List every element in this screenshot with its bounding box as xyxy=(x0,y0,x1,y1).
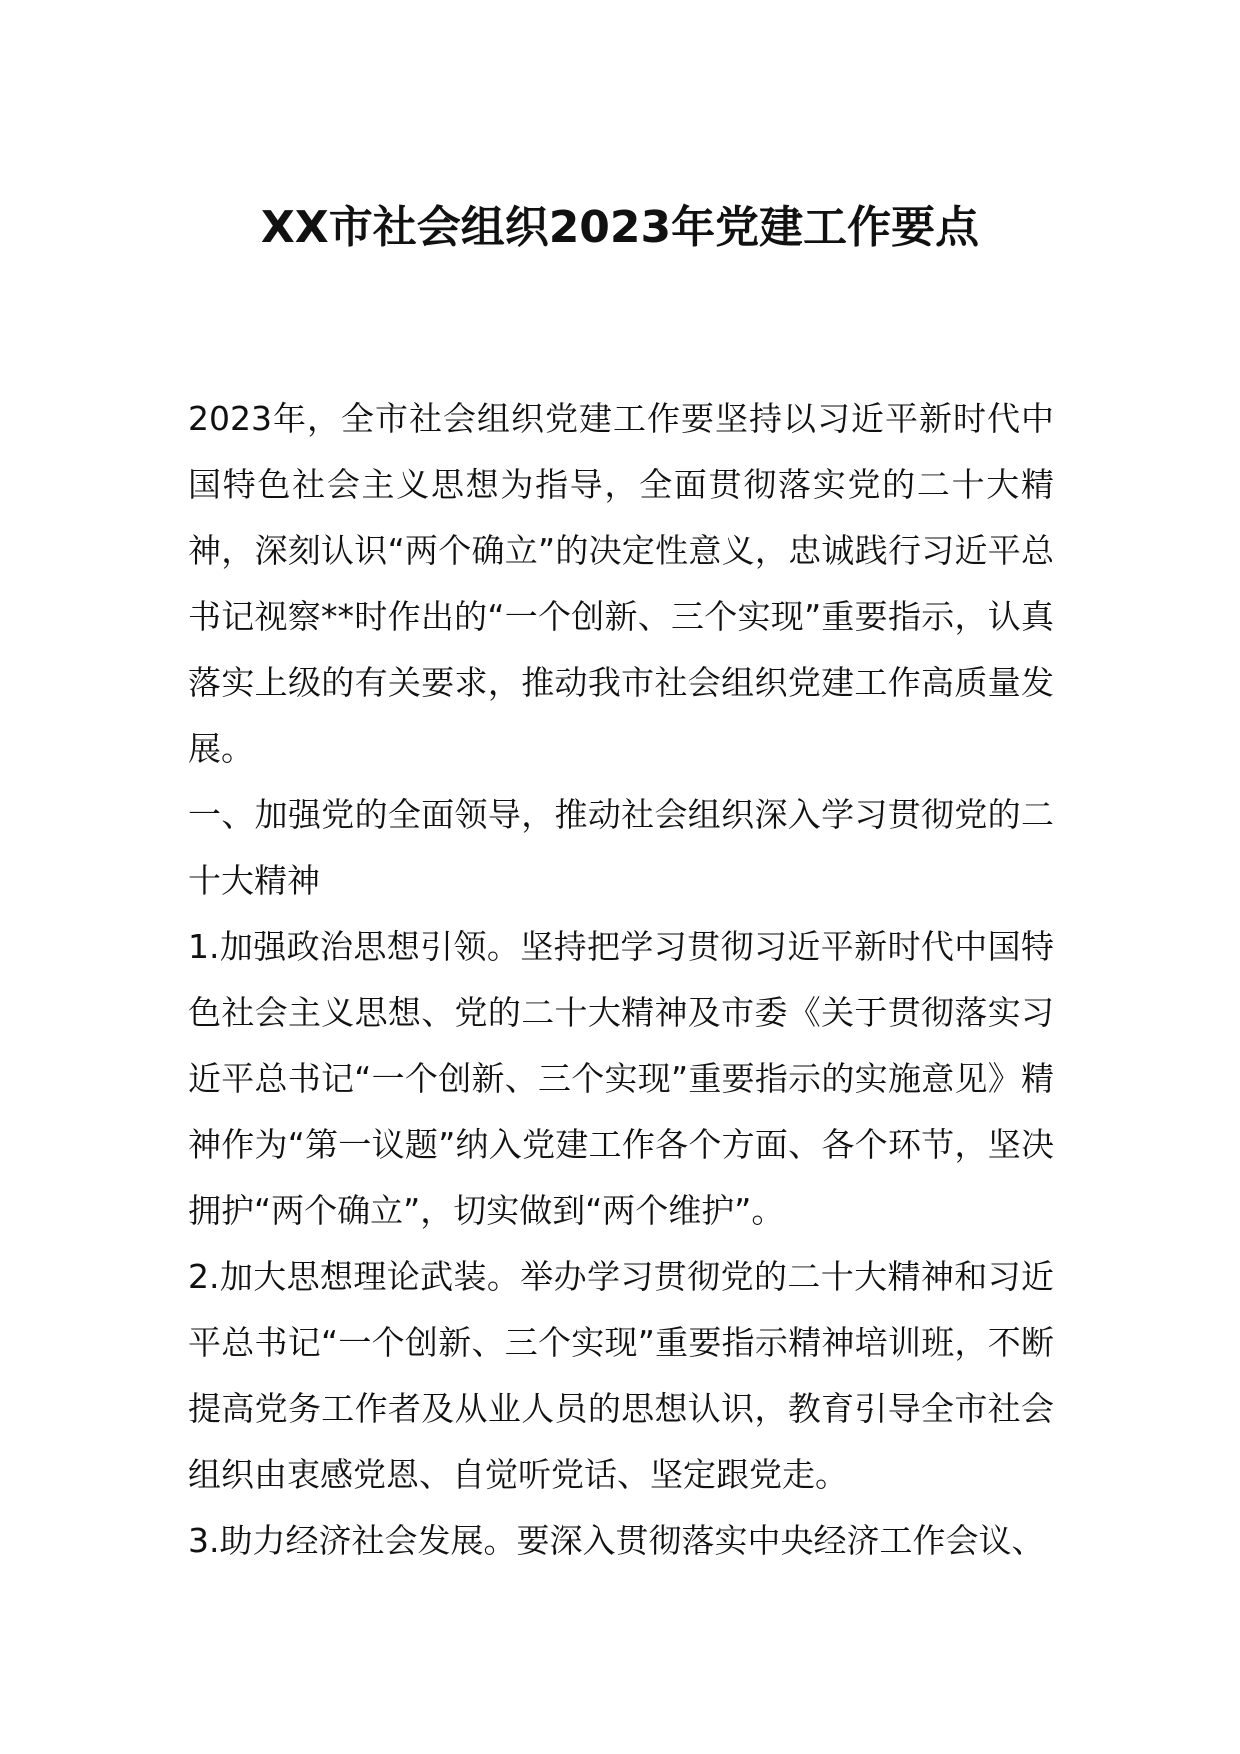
section-heading-1: 一、加强党的全面领导，推动社会组织深入学习贯彻党的二十大精神 xyxy=(188,795,1054,900)
item-paragraph-2: 2.加大思想理论武装。举办学习贯彻党的二十大精神和习近平总书记“一个创新、三个实现”重要指示精神培训班，不断提高党务工作者及从业人员的思想认识，教育引导全市社会组织由衷感党恩、自觉听党话、坚定跟党走。 xyxy=(188,1257,1054,1494)
item-paragraph-3: 3.助力经济社会发展。要深入贯彻落实中央经济工作会议、 xyxy=(188,1521,1045,1560)
document-title: XX市社会组织2023年党建工作要点 xyxy=(260,202,980,253)
document-body xyxy=(188,386,1054,1574)
item-paragraph-1: 1.加强政治思想引领。坚持把学习贯彻习近平新时代中国特色社会主义思想、党的二十大精神及市委《关于贯彻落实习近平总书记“一个创新、三个实现”重要指示的实施意见》精神作为“第一议题”纳入党建工作各个方面、各个环节，坚决拥护“两个确立”，切实做到“两个维护”。 xyxy=(188,927,1054,1230)
intro-paragraph: 2023年，全市社会组织党建工作要坚持以习近平新时代中国特色社会主义思想为指导，全面贯彻落实党的二十大精神，深刻认识“两个确立”的决定性意义，忠诚践行习近平总书记视察**时作出的“一个创新、三个实现”重要指示，认真落实上级的有关要求，推动我市社会组织党建工作高质量发展。 xyxy=(188,399,1054,768)
